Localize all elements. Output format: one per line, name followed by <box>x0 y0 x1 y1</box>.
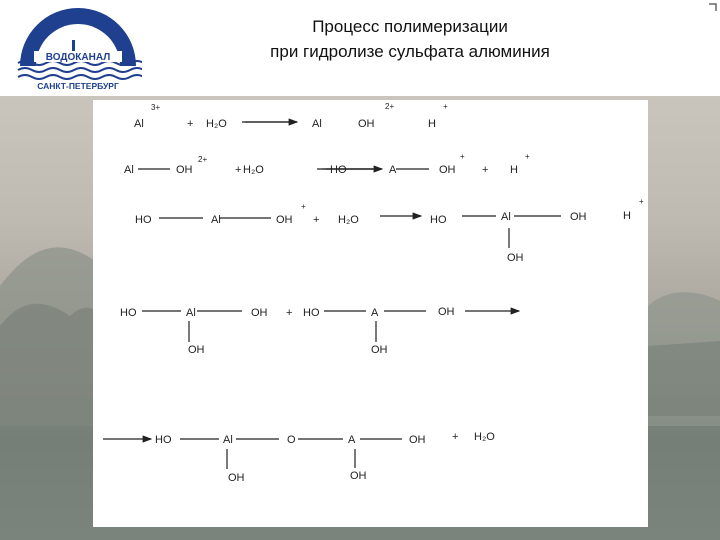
title-line-2: при гидролизе сульфата алюминия <box>270 42 550 61</box>
reaction-3-species: Al <box>501 211 511 223</box>
reaction-1-charge: 2+ <box>385 102 395 111</box>
reaction-4-species: OH <box>251 307 268 319</box>
reaction-4-species: HO <box>303 307 320 319</box>
reaction-5-species: OH <box>228 472 245 484</box>
vodokanal-logo <box>14 8 142 92</box>
reaction-2-charge: 2+ <box>198 155 208 164</box>
reaction-3-charge: + <box>639 197 644 206</box>
reaction-2-species: OH <box>439 164 456 176</box>
reaction-5-species: OH <box>409 434 426 446</box>
reaction-2-species: A <box>389 164 397 176</box>
reaction-2-charge: + <box>525 152 530 161</box>
reaction-1-operator: + <box>187 118 194 130</box>
reaction-3-species: HO <box>135 214 152 226</box>
reaction-2-operator: + <box>482 164 489 176</box>
reaction-4-species: A <box>371 307 379 319</box>
reaction-5-species: A <box>348 434 356 446</box>
logo-city: САНКТ-ПЕТЕРБУРГ <box>37 81 119 91</box>
reaction-3-operator: + <box>313 214 320 226</box>
reaction-2-species: H <box>510 164 518 176</box>
corner-mark-icon <box>702 0 720 18</box>
reaction-3-species: H <box>623 210 631 222</box>
slide-header <box>0 0 720 96</box>
reaction-1-species: H <box>428 118 436 130</box>
reaction-1-species: H₂O <box>206 118 227 130</box>
reaction-3-species: Al <box>211 214 221 226</box>
reaction-1-charge: + <box>443 102 448 111</box>
reaction-2-species: Al <box>124 164 134 176</box>
reaction-5-species: H₂O <box>474 431 495 443</box>
reaction-1-species: OH <box>358 118 375 130</box>
title-line-1: Процесс полимеризации <box>312 17 508 36</box>
page-title <box>175 14 645 64</box>
reaction-3-species: OH <box>570 211 587 223</box>
reaction-5-species: HO <box>155 434 172 446</box>
reaction-3-species: HO <box>430 214 447 226</box>
reaction-4-species: OH <box>371 344 388 356</box>
logo-wordmark: ВОДОКАНАЛ <box>45 52 111 63</box>
reaction-3-species: H₂O <box>338 214 359 226</box>
reaction-5-species: O <box>287 434 296 446</box>
reaction-3-species: OH <box>507 252 524 264</box>
reaction-2-species: H₂O <box>243 164 264 176</box>
reaction-4-species: Al <box>186 307 196 319</box>
reaction-5-species: OH <box>350 470 367 482</box>
reaction-4-species: OH <box>188 344 205 356</box>
reaction-panel <box>93 100 648 527</box>
reaction-2-charge: + <box>460 152 465 161</box>
reaction-1-species: Al <box>134 118 144 130</box>
reaction-5-species: Al <box>223 434 233 446</box>
reaction-labels <box>120 102 644 484</box>
reaction-1-charge: 3+ <box>151 103 161 112</box>
reaction-3-species: OH <box>276 214 293 226</box>
reaction-diagram <box>93 100 648 527</box>
reaction-4-species: OH <box>438 306 455 318</box>
reaction-5-operator: + <box>452 431 459 443</box>
reaction-3-charge: + <box>301 202 306 211</box>
reaction-4-species: HO <box>120 307 137 319</box>
reaction-1-species: Al <box>312 118 322 130</box>
reaction-2-species: OH <box>176 164 193 176</box>
reaction-4-operator: + <box>286 307 293 319</box>
reaction-2-species: HO <box>330 164 347 176</box>
reaction-2-operator: + <box>235 164 242 176</box>
